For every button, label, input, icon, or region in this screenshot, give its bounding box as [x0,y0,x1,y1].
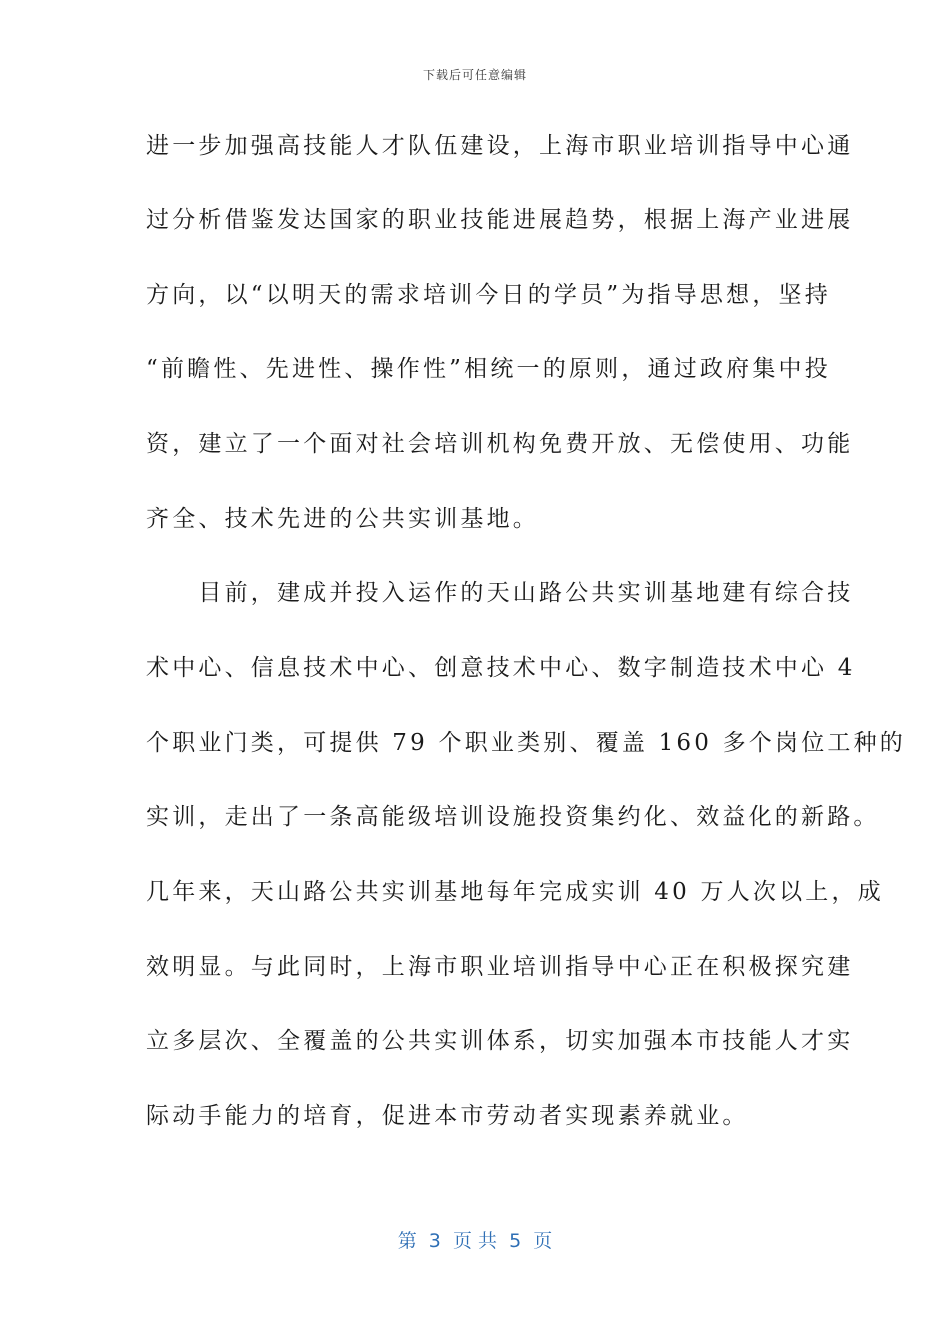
body-line: 齐全、技术先进的公共实训基地。 [146,506,539,532]
body-line: 几年来，天山路公共实训基地每年完成实训 40 万人次以上，成 [146,879,884,905]
body-line: 方向，以“以明天的需求培训今日的学员”为指导思想，坚持 [146,282,831,308]
body-line: 实训，走出了一条高能级培训设施投资集约化、效益化的新路。 [146,804,880,830]
body-line: 过分析借鉴发达国家的职业技能进展趋势，根据上海产业进展 [146,207,854,233]
body-line: 进一步加强高技能人才队伍建设，上海市职业培训指导中心通 [146,133,854,159]
header-note: 下载后可任意编辑 [422,68,527,82]
body-line: 立多层次、全覆盖的公共实训体系，切实加强本市技能人才实 [146,1028,854,1054]
body-line: 效明显。与此同时，上海市职业培训指导中心正在积极探究建 [146,954,854,980]
body-line: 际动手能力的培育，促进本市劳动者实现素养就业。 [146,1103,749,1129]
page-indicator: 第 3 页 共 5 页 [397,1230,553,1252]
body-line: 资，建立了一个面对社会培训机构免费开放、无偿使用、功能 [146,431,854,457]
body-line: 目前，建成并投入运作的天山路公共实训基地建有综合技 [146,580,854,606]
body-line: 个职业门类，可提供 79 个职业类别、覆盖 160 多个岗位工种的 [146,730,907,756]
body-line: 术中心、信息技术中心、创意技术中心、数字制造技术中心 4 [146,655,856,681]
body-line: “前瞻性、先进性、操作性”相统一的原则，通过政府集中投 [146,356,831,382]
